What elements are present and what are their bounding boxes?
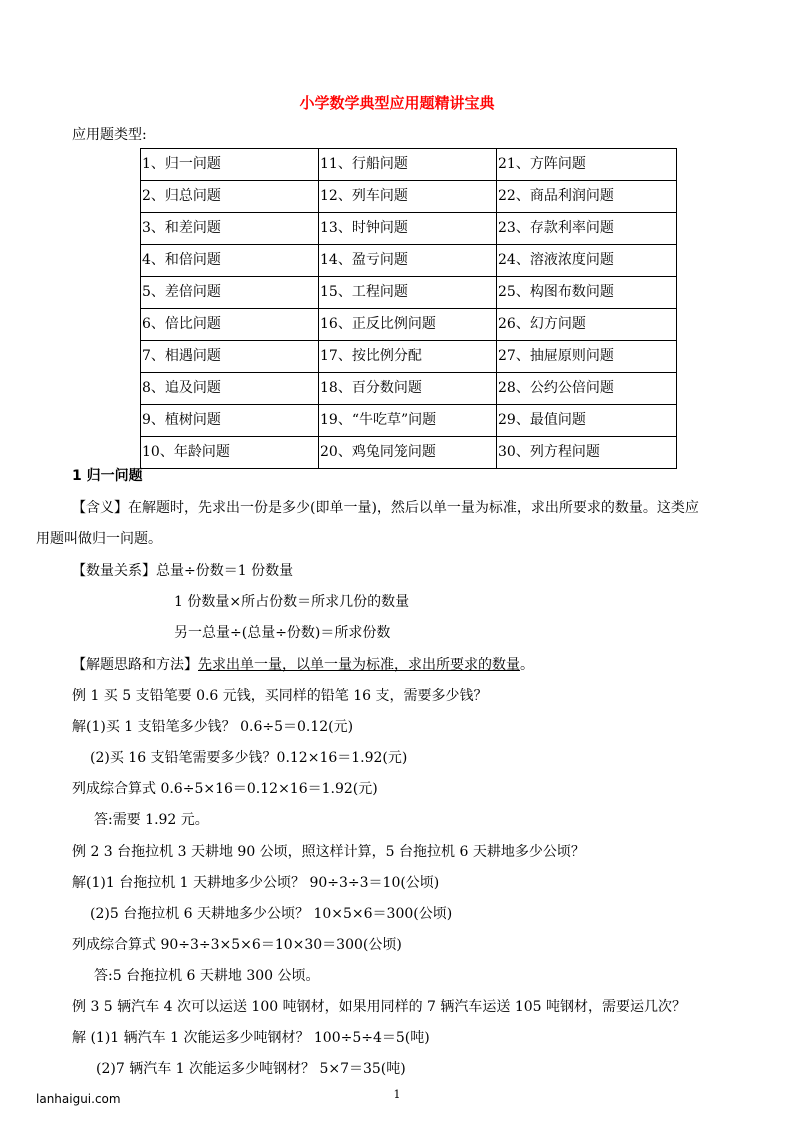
relation-label: 【数量关系】: [72, 563, 156, 579]
example3-question: 例 3 5 辆汽车 4 次可以运送 100 吨钢材，如果用同样的 7 辆汽车运送 105 吨钢材，需要运几次？: [72, 999, 687, 1015]
problem-type-cell: 16、正反比例问题: [319, 309, 497, 341]
example1-answer: 答:需要 1.92 元。: [94, 812, 209, 828]
problem-type-cell: 27、抽屉原则问题: [497, 341, 677, 373]
relation-formula-3: 另一总量÷(总量÷份数)＝所求份数: [174, 625, 391, 641]
example3-step2: (2)7 辆汽车 1 次能运多少吨钢材？ 5×7＝35(吨): [96, 1061, 406, 1077]
problem-type-cell: 13、时钟问题: [319, 213, 497, 245]
problem-type-cell: 14、盈亏问题: [319, 245, 497, 277]
problem-type-cell: 22、商品利润问题: [497, 181, 677, 213]
problem-type-cell: 20、鸡兔同笼问题: [319, 437, 497, 469]
problem-type-cell: 5、差倍问题: [141, 277, 319, 309]
footer-site: lanhaigui.com: [36, 1092, 121, 1106]
problem-type-cell: 1、归一问题: [141, 149, 319, 181]
problem-type-cell: 9、植树问题: [141, 405, 319, 437]
problem-type-cell: 2、归总问题: [141, 181, 319, 213]
problem-type-cell: 7、相遇问题: [141, 341, 319, 373]
example2-question: 例 2 3 台拖拉机 3 天耕地 90 公顷，照这样计算，5 台拖拉机 6 天耕地多少公顷？: [72, 844, 585, 860]
table-row: [141, 245, 677, 277]
method-label: 【解题思路和方法】: [72, 657, 198, 673]
page-title: 小学数学典型应用题精讲宝典: [299, 94, 495, 112]
example2-step2: (2)5 台拖拉机 6 天耕地多少公顷？ 10×5×6＝300(公顷): [90, 906, 453, 922]
problem-type-cell: 15、工程问题: [319, 277, 497, 309]
table-row: [141, 405, 677, 437]
problem-type-cell: 12、列车问题: [319, 181, 497, 213]
table-row: [141, 181, 677, 213]
problem-type-cell: 23、存款利率问题: [497, 213, 677, 245]
section-heading: 1 归一问题: [72, 468, 143, 484]
problem-type-cell: 3、和差问题: [141, 213, 319, 245]
problem-type-cell: 24、溶液浓度问题: [497, 245, 677, 277]
table-row: [141, 309, 677, 341]
table-row: [141, 341, 677, 373]
table-row: [141, 277, 677, 309]
example2-step1: 解(1)1 台拖拉机 1 天耕地多少公顷？ 90÷3÷3＝10(公顷): [72, 875, 440, 891]
meaning-line-1: 【含义】在解题时，先求出一份是多少(即单一量)，然后以单一量为标准，求出所要求的数量。这类应: [72, 500, 699, 516]
problem-type-cell: 19、“牛吃草”问题: [319, 405, 497, 437]
method-end: 。: [520, 657, 534, 673]
problem-type-cell: 25、构图布数问题: [497, 277, 677, 309]
table-row: [141, 149, 677, 181]
method-row: [72, 655, 534, 675]
problem-type-cell: 11、行船问题: [319, 149, 497, 181]
table-row: [141, 437, 677, 469]
problem-type-cell: 18、百分数问题: [319, 373, 497, 405]
table-row: [141, 373, 677, 405]
relation-row-1: [72, 561, 293, 581]
relation-formula-2: 1 份数量×所占份数＝所求几份的数量: [174, 594, 410, 610]
example1-combined: 列成综合算式 0.6÷5×16＝0.12×16＝1.92(元): [72, 781, 378, 797]
problem-type-cell: 17、按比例分配: [319, 341, 497, 373]
problem-type-cell: 4、和倍问题: [141, 245, 319, 277]
problem-type-cell: 26、幻方问题: [497, 309, 677, 341]
problem-type-cell: 6、倍比问题: [141, 309, 319, 341]
example1-step1: 解(1)买 1 支铅笔多少钱？ 0.6÷5＝0.12(元): [72, 719, 354, 735]
page-number: 1: [393, 1088, 401, 1101]
problem-type-cell: 21、方阵问题: [497, 149, 677, 181]
problem-type-cell: 8、追及问题: [141, 373, 319, 405]
problem-type-cell: 30、列方程问题: [497, 437, 677, 469]
example1-step2: (2)买 16 支铅笔需要多少钱？0.12×16＝1.92(元): [90, 750, 408, 766]
example3-step1: 解 (1)1 辆汽车 1 次能运多少吨钢材？ 100÷5÷4＝5(吨): [72, 1030, 430, 1046]
problem-type-cell: 28、公约公倍问题: [497, 373, 677, 405]
problem-type-cell: 29、最值问题: [497, 405, 677, 437]
meaning-line-2: 用题叫做归一问题。: [36, 531, 162, 547]
method-text: 先求出单一量，以单一量为标准，求出所要求的数量: [198, 657, 520, 673]
table-row: [141, 213, 677, 245]
example1-question: 例 1 买 5 支铅笔要 0.6 元钱，买同样的铅笔 16 支，需要多少钱？: [72, 688, 488, 704]
problem-type-cell: 10、年龄问题: [141, 437, 319, 469]
example2-answer: 答:5 台拖拉机 6 天耕地 300 公顷。: [94, 968, 320, 984]
types-label: 应用题类型:: [72, 127, 147, 143]
problem-types-table: [140, 148, 677, 469]
relation-formula-1: 总量÷份数＝1 份数量: [156, 563, 294, 579]
example2-combined: 列成综合算式 90÷3÷3×5×6＝10×30＝300(公顷): [72, 937, 402, 953]
